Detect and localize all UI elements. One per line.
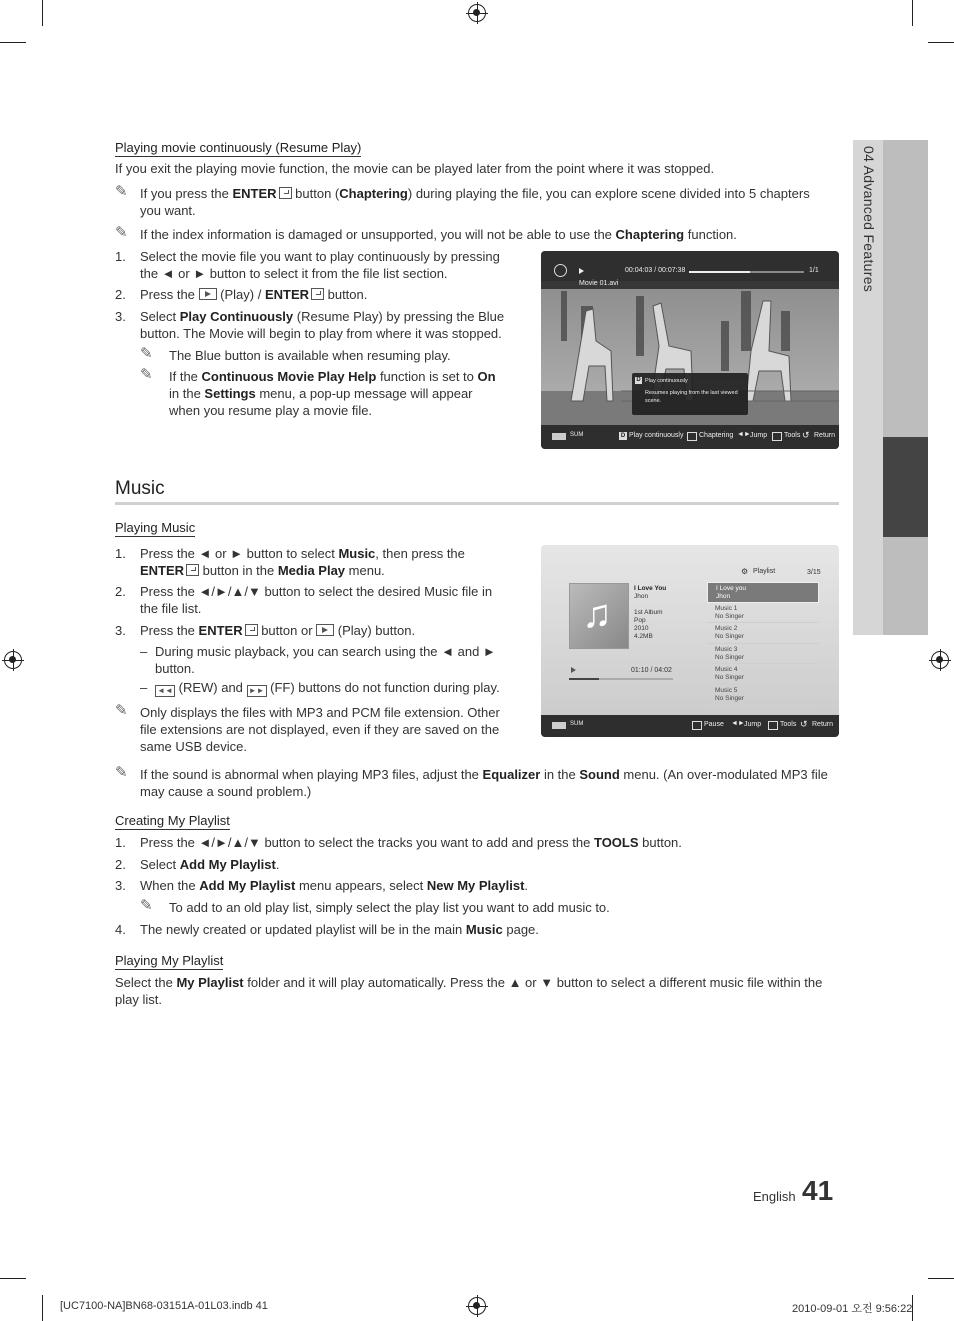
playlist-track[interactable] [707, 603, 819, 624]
enter-icon [311, 288, 324, 300]
crop-mark [0, 42, 26, 43]
music-note-icon: ♫ [582, 592, 612, 636]
crop-mark [912, 0, 913, 26]
rew-icon: ◄◄ [155, 685, 175, 697]
playlist-step-4: The newly created or updated playlist will be in the main Music page. [140, 922, 539, 937]
resume-popup [632, 373, 748, 415]
note-icon: ✎ [115, 183, 128, 200]
track-title: Music 5 [715, 686, 738, 694]
music-search-note: During music playback, you can search using the ◄ and ► button. [155, 644, 496, 676]
playlist-track[interactable] [707, 644, 819, 665]
music-time: 01:10 / 04:02 [631, 667, 672, 674]
dash: – [140, 644, 148, 659]
track-artist: No Singer [715, 633, 744, 640]
resume-intro: If you exit the playing movie function, the movie can be played later from the point where it was stopped. [115, 161, 715, 176]
album-art [569, 583, 629, 649]
footer-file-info: [UC7100-NA]BN68-03151A-01L03.indb 41 [60, 1300, 268, 1312]
popup-title: Play continuously [645, 378, 688, 384]
chaptering-note: If you press the ENTER button (Chaptering) during playing the file, you can explore scene divided into 5 chapters you want. [140, 186, 810, 218]
pause-hint: Pause [704, 721, 724, 728]
crop-mark [0, 1278, 26, 1279]
crop-mark [928, 42, 954, 43]
usb-icon [552, 433, 566, 440]
crop-mark [42, 1295, 43, 1321]
movie-progress-track [689, 271, 804, 273]
step-number: 3. [115, 878, 126, 893]
movie-player-screenshot [541, 251, 839, 449]
step-number: 2. [115, 287, 126, 302]
equalizer-note: If the sound is abnormal when playing MP3 files, adjust the Equalizer in the Sound menu. (An over-modulated MP3 file may cause a sound problem.) [140, 767, 828, 799]
playlist-step-3: When the Add My Playlist menu appears, select New My Playlist. [140, 878, 529, 893]
track-artist: Jhon [716, 593, 731, 600]
note-icon: ✎ [140, 366, 153, 383]
jump-hint: Jump [744, 721, 762, 728]
device-name: SUM [570, 432, 584, 438]
continuous-help-note: If the Continuous Movie Play Help function is set to On in the Settings menu, a pop-up message will appear when you resume play a movie file. [169, 369, 496, 418]
playing-playlist-text: Select the My Playlist folder and it will play automatically. Press the ▲ or ▼ button to select a different music file within the play list. [115, 975, 823, 1007]
track-title: I Love you [716, 585, 746, 592]
device-name: SUM [570, 721, 584, 727]
playlist-track[interactable] [707, 664, 819, 685]
track-artist: No Singer [715, 653, 744, 661]
movie-progress-fill [689, 271, 750, 273]
section-divider [115, 502, 839, 505]
playlist-label: Playlist [753, 568, 776, 575]
resume-step-3: Select Play Continuously (Resume Play) by pressing the Blue button. The Movie will begin to play from where it was stopped. [140, 309, 505, 341]
playing-music-heading: Playing Music [115, 520, 196, 535]
dash: – [140, 680, 148, 695]
track-info: I Love You Jhon 1st Album Pop 2010 4.2MB [634, 585, 667, 640]
return-icon: ↺ [800, 719, 808, 729]
movie-icon [554, 264, 567, 277]
note-icon: ✎ [140, 897, 153, 914]
enter-icon [279, 187, 292, 199]
chapter-label: 04 Advanced Features [861, 146, 877, 293]
enter-icon [186, 564, 199, 576]
playlist-count: 3/15 [807, 569, 821, 576]
jump-hint: Jump [750, 432, 768, 439]
movie-time: 00:04:03 / 00:07:38 [625, 267, 686, 274]
playlist-track[interactable] [707, 623, 819, 644]
step-number: 1. [115, 546, 126, 561]
track-title: Music 2 [715, 625, 738, 632]
blue-d-icon: D [636, 377, 641, 383]
track-title: Music 1 [715, 604, 738, 612]
music-section-title: Music [115, 478, 165, 499]
creating-playlist-heading: Creating My Playlist [115, 813, 230, 828]
track-artist: No Singer [715, 612, 744, 620]
step-number: 1. [115, 835, 126, 850]
crop-mark [42, 0, 43, 26]
note-icon: ✎ [115, 764, 128, 781]
old-playlist-note: To add to an old play list, simply select the play list you want to add music to. [169, 900, 610, 915]
music-step-3: Press the ENTER button or (Play) button. [140, 623, 416, 638]
return-icon: ↺ [802, 430, 810, 440]
footer-timestamp: 2010-09-01 오전 9:56:22 [792, 1303, 913, 1315]
enter-icon [245, 624, 258, 636]
music-progress-track [569, 678, 673, 680]
enter-hint-icon [692, 721, 702, 730]
music-progress-fill [569, 678, 599, 680]
ff-icon: ►► [247, 685, 267, 697]
music-step-2: Press the ◄/►/▲/▼ button to select the desired Music file in the file list. [140, 584, 493, 616]
tools-icon [768, 721, 778, 730]
playlist-track[interactable] [707, 685, 819, 706]
jump-arrows-icon: ◄► [731, 720, 745, 727]
play-continuously-hint: Play continuously [629, 432, 684, 439]
file-extension-note: Only displays the files with MP3 and PCM file extension. Other file extensions are not displayed, even if they are saved on the same USB device. [140, 705, 500, 754]
movie-filename: Movie 01.avi [579, 280, 619, 287]
page-number: 41 [802, 1175, 834, 1206]
note-icon: ✎ [140, 345, 153, 362]
step-number: 3. [115, 623, 126, 638]
step-number: 2. [115, 857, 126, 872]
track-artist: No Singer [715, 674, 744, 681]
popup-text: scene. [645, 398, 662, 404]
usb-icon [552, 722, 566, 729]
track-title: Music 4 [715, 666, 738, 673]
music-player-screenshot [541, 545, 839, 737]
blue-button-icon: D [620, 433, 626, 439]
playing-playlist-heading: Playing My Playlist [115, 953, 224, 968]
note-icon: ✎ [115, 224, 128, 241]
registration-mark-icon [4, 651, 22, 669]
play-status-icon [571, 667, 576, 673]
music-step-1: Press the ◄ or ► button to select Music, then press the ENTER button in the Media Play menu. [140, 546, 465, 578]
playlist-track[interactable] [707, 582, 819, 603]
chaptering-hint: Chaptering [699, 432, 734, 439]
resume-play-heading: Playing movie continuously (Resume Play) [115, 140, 362, 155]
registration-mark-icon [931, 651, 949, 669]
popup-text: Resumes playing from the last viewed [645, 390, 738, 396]
step-number: 3. [115, 309, 126, 324]
playlist-step-2: Select Add My Playlist. [140, 857, 280, 872]
blue-button-note: The Blue button is available when resuming play. [169, 348, 451, 363]
step-number: 2. [115, 584, 126, 599]
movie-count: 1/1 [809, 267, 819, 274]
rew-ff-note: ◄◄ (REW) and ►► (FF) buttons do not function during play. [155, 679, 500, 697]
playlist-icon: ⚙ [741, 567, 749, 576]
tools-hint: Tools [784, 432, 801, 439]
tools-icon [772, 432, 782, 441]
resume-step-1: Select the movie file you want to play continuously by pressing the ◄ or ► button to select it from the file list section. [140, 249, 500, 281]
return-hint: Return [812, 721, 834, 728]
crop-mark [928, 1278, 954, 1279]
enter-hint-icon [687, 432, 697, 441]
play-status-icon [579, 268, 584, 274]
jump-arrows-icon: ◄► [737, 431, 751, 438]
resume-step-2: Press the (Play) / ENTER button. [140, 287, 368, 302]
index-note: If the index information is damaged or unsupported, you will not be able to use the Chaptering function. [140, 227, 737, 242]
tools-hint: Tools [780, 721, 797, 728]
note-icon: ✎ [115, 702, 128, 719]
track-list [707, 582, 819, 705]
track-title: Music 3 [715, 645, 738, 653]
step-number: 4. [115, 922, 126, 937]
return-hint: Return [814, 432, 836, 439]
playlist-step-1: Press the ◄/►/▲/▼ button to select the tracks you want to add and press the TOOLS button. [140, 835, 682, 850]
track-artist: No Singer [715, 694, 744, 702]
step-number: 1. [115, 249, 126, 264]
play-icon [199, 288, 217, 300]
page-language: English [753, 1189, 796, 1204]
play-icon [316, 624, 334, 636]
registration-mark-icon [468, 4, 486, 22]
registration-mark-icon [468, 1297, 486, 1315]
